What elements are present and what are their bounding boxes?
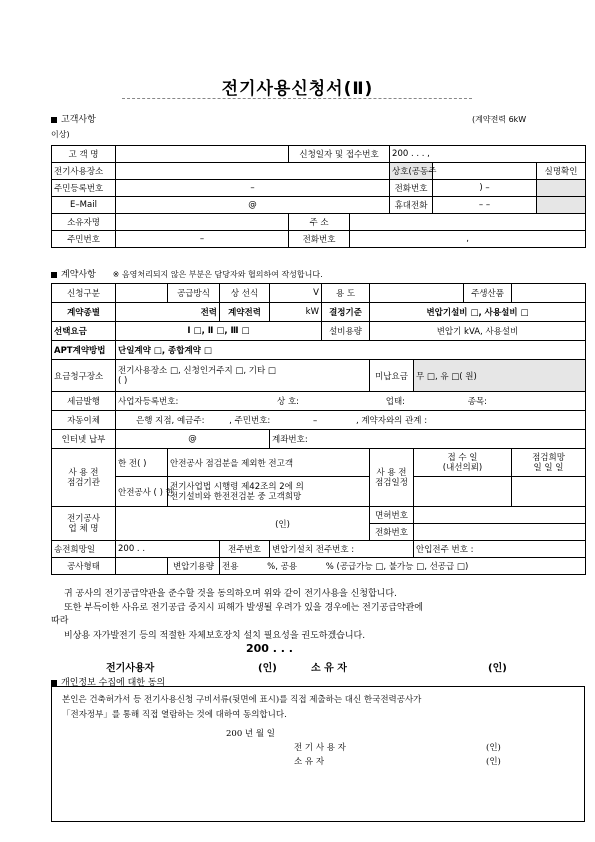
customer-table [51, 145, 586, 248]
privacy-owner-seal: (인) [486, 757, 501, 767]
company-phone-field[interactable] [414, 524, 586, 541]
inspect-sched-label: 사 용 전 점검일정 [370, 449, 414, 507]
realname-label: 실명확인 [537, 163, 586, 180]
statement-line-3: 따라 [51, 616, 69, 626]
company-phone-label: 전화번호 [370, 524, 414, 541]
phase-label: 상 선식 [220, 284, 270, 303]
unpaid-label: 미납요금 [370, 360, 414, 392]
usage-field[interactable] [370, 284, 464, 303]
usage-label: 용 도 [322, 284, 370, 303]
page-title: 전기사용신청서(Ⅱ) [221, 79, 374, 99]
statement-line-4: 비상용 자가발전기 등의 적절한 자체보호장치 설치 필요성을 권도하겠습니다. [64, 631, 366, 641]
pole-no-label: 전주번호 [220, 541, 270, 558]
kepco-option[interactable]: 한 전( ) [116, 449, 168, 477]
contract-table [51, 283, 586, 575]
internet-field[interactable]: @ [116, 430, 270, 449]
title-underline [122, 98, 472, 99]
equipment-label: 설비용량 [322, 322, 370, 341]
apt-label: APT계약방법 [52, 341, 116, 360]
user-label: 전기사용자 [106, 663, 155, 674]
inspect-org-label: 사 용 전 점검기관 [52, 449, 116, 507]
company-name-field[interactable]: (인) [116, 507, 370, 541]
tr-pole-field[interactable]: 변압기설치 전주번호 : [270, 541, 414, 558]
hope-date-label: 점검희망 일 일 일 [512, 449, 586, 477]
apply-type-field[interactable] [116, 284, 168, 303]
contract-power-label: 계약전력 [220, 303, 270, 322]
statement-date: 200 . . . [246, 642, 293, 655]
customer-section-header: 고객사항 [51, 112, 96, 125]
auto-pay-label: 자동이체 [52, 411, 116, 430]
privacy-consent-box [51, 686, 585, 822]
privacy-owner: 소 유 자 [294, 757, 325, 767]
address-field[interactable] [350, 214, 586, 231]
contract-note: ※ 음영처리되지 않은 부분은 담당자와 협의하여 작성합니다. [112, 270, 323, 279]
square-bullet-icon [51, 117, 57, 123]
contract-kind-label: 계약종별 [52, 303, 116, 322]
apt-options[interactable]: 단일계약 □, 종합계약 □ [116, 341, 586, 360]
account-field[interactable]: 계좌번호: [270, 430, 586, 449]
safety-pole-field[interactable]: 안입전주 번호 : [414, 541, 586, 558]
unpaid-options[interactable]: 무 □, 유 □( 원) [414, 360, 586, 392]
company-field[interactable] [433, 163, 537, 180]
tr-type-label: 변압기용량 [168, 558, 220, 575]
auto-pay-fields[interactable]: 은행 지점, 예금주: , 주민번호: – , 계약자와의 관계 : [116, 411, 586, 430]
phone-label: 전화번호 [390, 180, 433, 197]
realname-box [537, 180, 586, 197]
address-label: 주 소 [289, 214, 350, 231]
select-rate-label: 선택요금 [52, 322, 116, 341]
bill-place-label: 요금청구장소 [52, 360, 116, 392]
decision-options[interactable]: 변압기설비 □, 사용설비 □ [370, 303, 586, 322]
receipt-date-field[interactable] [414, 477, 512, 507]
tax-label: 세금발행 [52, 392, 116, 411]
contract-section-header: 계약사항 ※ 음영처리되지 않은 부분은 담당자와 협의하여 작성합니다. [51, 267, 323, 280]
date-field[interactable]: 200 . . . , [390, 146, 586, 163]
customer-note-2: 이상) [51, 130, 70, 139]
license-label: 면허번호 [370, 507, 414, 524]
safety-range: 안전공사 점검분을 제외한 전고객 [168, 449, 370, 477]
equipment-field[interactable]: 변압기 kVA, 사용설비 [370, 322, 586, 341]
square-bullet-icon [51, 272, 57, 278]
work-type-field[interactable] [116, 558, 168, 575]
rate-options[interactable]: Ⅰ □, Ⅱ □, Ⅲ □ [116, 322, 322, 341]
place-field[interactable] [116, 163, 390, 180]
privacy-user-seal: (인) [486, 743, 501, 753]
mobile-label: 휴대전화 [390, 197, 433, 214]
square-bullet-icon [51, 680, 57, 686]
privacy-user: 전 기 사 용 자 [294, 743, 346, 753]
receipt-date-label: 접 수 일 (내선의뢰) [414, 449, 512, 477]
send-date-label: 송전희망일 [52, 541, 116, 558]
owner-label-2: 소 유 자 [311, 663, 347, 674]
owner-seal: (인) [488, 663, 507, 674]
owner-resident-field[interactable]: – [116, 231, 289, 248]
phone-field[interactable]: ) – [433, 180, 537, 197]
statement-line-2: 또한 부득이한 사유로 전기공급 중지시 피해가 발생될 우려가 있을 경우에는 전기공급약관에 [64, 603, 423, 613]
supply-label: 공급방식 [168, 284, 220, 303]
company-name-label: 전기공사 업 체 명 [52, 507, 116, 541]
owner-phone-field[interactable]: , [350, 231, 586, 248]
license-field[interactable] [414, 507, 586, 524]
privacy-header: 개인정보 수집에 대한 동의 [51, 675, 165, 688]
user-seal: (인) [258, 663, 277, 674]
send-date-field[interactable]: 200 . . [116, 541, 220, 558]
power-field[interactable]: 전력 [116, 303, 220, 322]
customer-name-field[interactable] [116, 146, 289, 163]
customer-name-label: 고 객 명 [52, 146, 116, 163]
customer-note: (계약전력 6kW [472, 115, 527, 124]
resident-field[interactable]: – [116, 180, 390, 197]
hope-date-field[interactable] [512, 477, 586, 507]
statement-line-1: 귀 공사의 전기공급약관을 준수할 것을 동의하오며 위와 같이 전기사용을 신청합니다. [64, 589, 397, 599]
owner-field[interactable] [116, 214, 289, 231]
resident-label: 주민등록번호 [52, 180, 116, 197]
decision-label: 결정기준 [322, 303, 370, 322]
volt-field[interactable]: V [270, 284, 322, 303]
main-product-field[interactable] [512, 284, 586, 303]
mobile-field[interactable]: – – [433, 197, 537, 214]
privacy-date: 200 년 월 일 [226, 729, 275, 739]
privacy-text-1: 본인은 건축허가서 등 전기사용신청 구비서류(뒷면에 표시)를 직접 제출하는 대신 한국전력공사가 [62, 695, 422, 705]
owner-resident-label: 주민번호 [52, 231, 116, 248]
internet-label: 인터넷 납부 [52, 430, 116, 449]
privacy-text-2: 「전자정부」를 통해 직접 열람하는 것에 대하여 동의합니다. [62, 710, 287, 720]
realname-box-2 [537, 197, 586, 214]
usage-share-field[interactable]: 전용 %, 공용 % (공급가능 □, 불가능 □, 선공급 □) [220, 558, 586, 575]
bill-place-options[interactable]: 전기사용장소 □, 신청인거주지 □, 기타 □ ( ) [116, 360, 370, 392]
safety-corp-option[interactable]: 안전공사 ( ) 한 [116, 477, 168, 507]
email-label: E–Mail [52, 197, 116, 214]
company-label: 상호(공동주 [390, 163, 433, 180]
owner-phone-label: 전화번호 [289, 231, 350, 248]
date-label: 신청일자 및 접수번호 [289, 146, 390, 163]
main-product-label: 주생산품 [464, 284, 512, 303]
apply-type-label: 신청구분 [52, 284, 116, 303]
tax-fields[interactable]: 사업자등록번호: 상 호: 업태: 종목: [116, 392, 586, 411]
email-field[interactable]: @ [116, 197, 390, 214]
kw-field[interactable]: kW [270, 303, 322, 322]
place-label: 전기사용장소 [52, 163, 116, 180]
safety-law: 전기사업법 시행령 제42조의 2에 의 전기설비와 한전전검분 중 고객희망 [168, 477, 370, 507]
work-type-label: 공사형태 [52, 558, 116, 575]
owner-label: 소유자명 [52, 214, 116, 231]
